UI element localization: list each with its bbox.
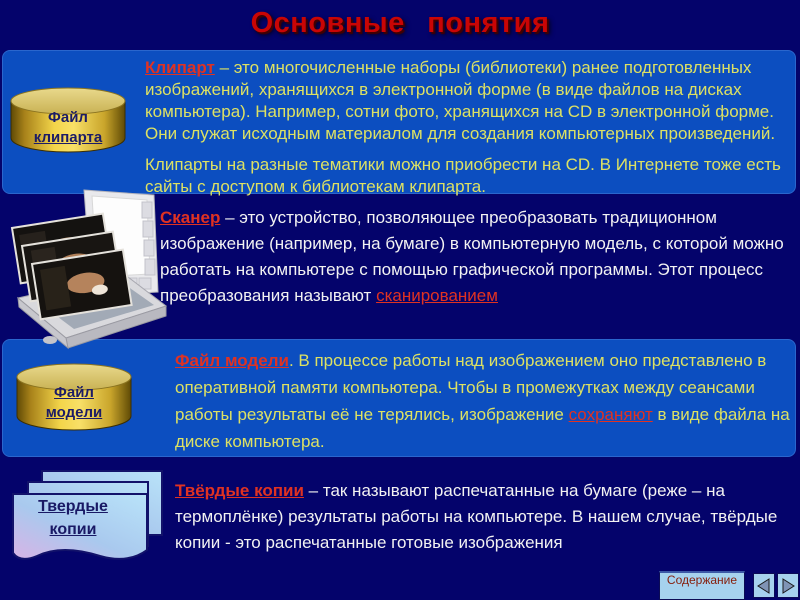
model-definition: . В процессе работы над изображением оно представлено в оперативной памяти компьютера. Чтобы в промежутках между сеансами работы результаты её не терялись, изображение	[175, 351, 767, 424]
clipart-paragraphs	[145, 57, 795, 198]
right-arrow-icon	[779, 577, 797, 595]
prev-slide-button[interactable]	[753, 573, 775, 598]
scanner-photo	[4, 188, 170, 350]
clipart-file-label-line2: клипарта	[33, 129, 103, 146]
model-file-label-line1: Файл	[54, 384, 94, 401]
model-file-label-line2: модели	[45, 404, 103, 421]
hardcopy-label-line2: копии	[49, 521, 97, 538]
hardcopy-paragraph	[175, 478, 791, 556]
left-arrow-icon	[755, 577, 773, 595]
clipart-paragraph-1	[145, 57, 795, 145]
scanner-paragraph	[160, 205, 792, 309]
model-file-link[interactable]: Файл модели	[175, 351, 289, 370]
hardcopy-cards-label[interactable]	[6, 495, 140, 541]
clipart-definition: – это многочисленные наборы (библиотеки) ранее подготовленных изображений, хранящихся в электронной форме (в виде файлов на дисках компьютера). Например, сотни фото, хранящихся на CD в электронной форме. Они служат исходным материалом для создания компьютерных произведений.	[145, 58, 776, 143]
scanner-definition: – это устройство, позволяющее преобразовать традиционном изображение (например, на бумаге) в компьютерную модель, с которой можно работать на компьютере с помощью графической программы. Этот процесс преобразования называют	[160, 208, 784, 305]
model-file-label[interactable]	[14, 383, 134, 423]
scanning-link[interactable]: сканированием	[376, 286, 498, 305]
clipart-file-label-line1: Файл	[48, 109, 88, 126]
clipart-file-cylinder-icon[interactable]	[8, 86, 128, 154]
next-slide-button[interactable]	[777, 573, 799, 598]
hardcopy-link[interactable]: Твёрдые копии	[175, 481, 304, 500]
model-definition-tail: в виде файла на диске компьютера.	[175, 405, 790, 451]
model-paragraph	[175, 347, 793, 455]
clipart-file-label[interactable]	[8, 108, 128, 148]
contents-button[interactable]: Содержание	[659, 571, 745, 600]
clipart-paragraph-2: Клипарты на разные тематики можно приобрести на CD. В Интернете тоже есть сайты с доступом к библиотекам клипарта.	[145, 155, 781, 196]
hardcopy-definition: – так называют распечатанные на бумаге (реже – на термоплёнке) результаты работы на компьютере. В нашем случае, твёрдые копии - это распечатанные готовые изображения	[175, 481, 778, 552]
scanner-link[interactable]: Сканер	[160, 208, 221, 227]
save-link[interactable]: сохраняют	[568, 405, 653, 424]
clipart-link[interactable]: Клипарт	[145, 58, 215, 77]
hardcopy-label-line1: Твердые	[38, 498, 108, 515]
model-file-cylinder-icon[interactable]	[14, 361, 134, 433]
scanner-image	[4, 188, 170, 350]
page-title: Основные понятия	[250, 7, 550, 39]
